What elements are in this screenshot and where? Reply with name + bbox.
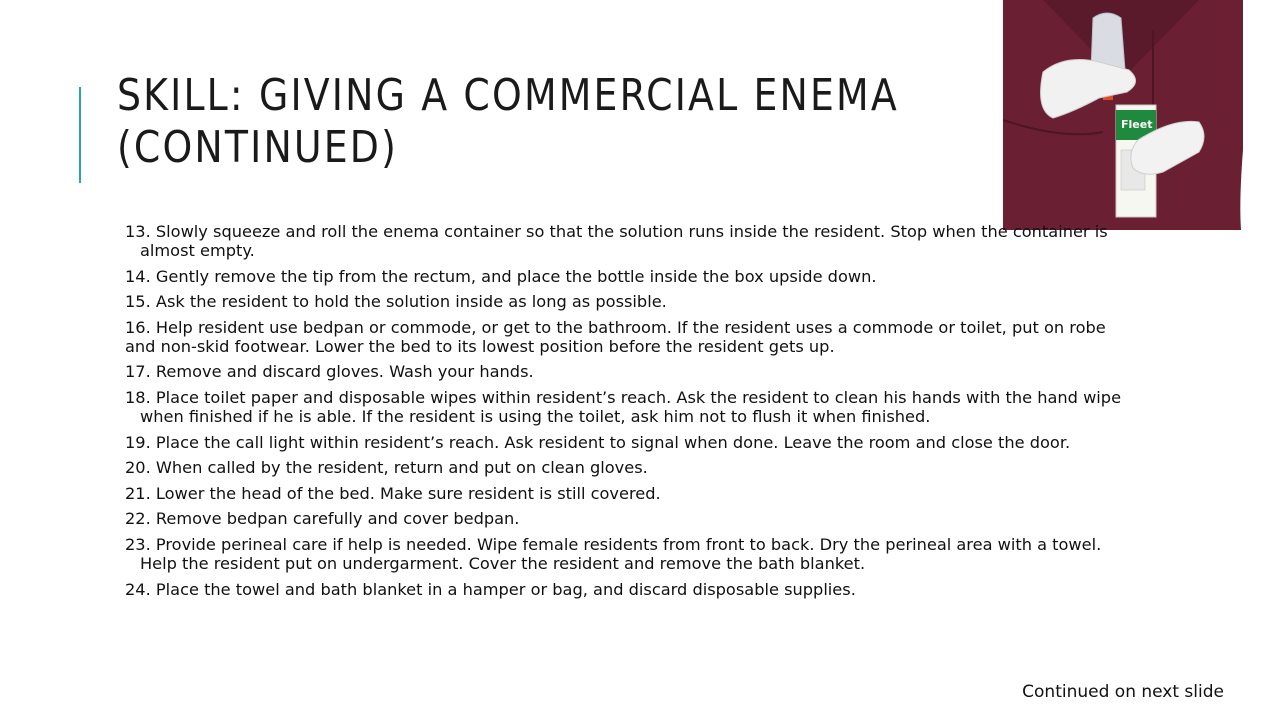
list-item: 14. Gently remove the tip from the rectum, and place the bottle inside the box upside down.: [125, 266, 877, 286]
list-item: 21. Lower the head of the bed. Make sure resident is still covered.: [125, 483, 661, 503]
list-item: 20. When called by the resident, return and put on clean gloves.: [125, 458, 648, 478]
list-item: 13. Slowly squeeze and roll the enema container so that the solution runs inside the resident. Stop when the container is almost empty.: [125, 222, 1108, 260]
list-item: 22. Remove bedpan carefully and cover bedpan.: [125, 509, 520, 529]
slide-title: [117, 70, 899, 174]
list-item: 19. Place the call light within resident’s reach. Ask resident to signal when done. Leave the room and close the door.: [125, 432, 1071, 452]
slide-title-line2: (CONTINUED): [117, 122, 399, 173]
slide-title-line1: SKILL: GIVING A COMMERCIAL ENEMA: [117, 70, 899, 121]
list-item: 18. Place toilet paper and disposable wipes within resident’s reach. Ask the resident to clean his hands with the hand wipe when finished if he is able. If the resident is using the toilet, ask him not to flush it when finished.: [125, 387, 1122, 426]
list-item: 16. Help resident use bedpan or commode, or get to the bathroom. If the resident uses a commode or toilet, put on robe and non-skid footwear. Lower the bed to its lowest position before the resident gets up.: [125, 317, 1106, 356]
continued-note: Continued on next slide: [1022, 682, 1224, 702]
list-item: 24. Place the towel and bath blanket in a hamper or bag, and discard disposable supplies.: [125, 579, 856, 599]
list-item: 15. Ask the resident to hold the solution inside as long as possible.: [125, 292, 667, 312]
steps-list: [125, 222, 1135, 605]
nurse-enema-photo: [1003, 0, 1247, 230]
list-item: 23. Provide perineal care if help is needed. Wipe female residents from front to back. Dry the perineal area with a towel. Help the resident put on undergarment. Cover the resident and remove the bath blanket.: [125, 534, 1102, 573]
box-brand-label: Fleet: [1121, 118, 1153, 131]
nurse-holding-enema-illustration: [1003, 0, 1247, 230]
title-accent-bar: [79, 87, 81, 183]
list-item: 17. Remove and discard gloves. Wash your hands.: [125, 362, 534, 382]
